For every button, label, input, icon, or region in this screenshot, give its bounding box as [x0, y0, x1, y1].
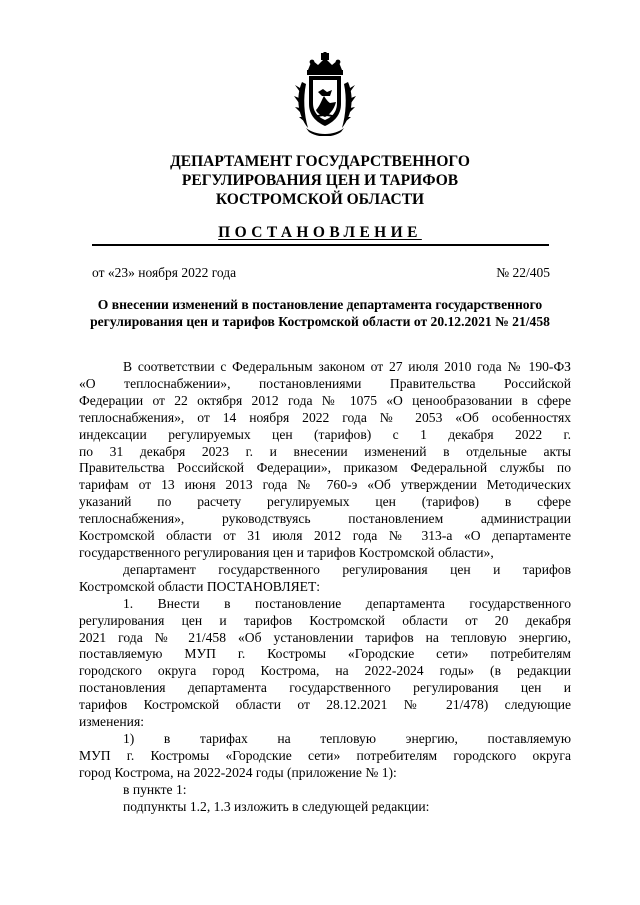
- document-type-text: ПОСТАНОВЛЕНИЕ: [218, 224, 422, 241]
- paragraph-subitem-1: [79, 731, 571, 782]
- document-body: [79, 359, 571, 815]
- text-line: изменения:: [79, 714, 144, 730]
- text-line: теплоснабжения», от 14 ноября 2022 года № 2053 «Об особенностях: [79, 409, 571, 425]
- text-line: город Кострома, на 2022-2024 годы (приложение № 1):: [79, 764, 397, 780]
- text-line: 2021 года № 21/458 «Об установлении тарифов на тепловую энергию,: [79, 629, 571, 645]
- department-name-line: КОСТРОМСКОЙ ОБЛАСТИ: [215, 191, 425, 208]
- department-name-line: ДЕПАРТАМЕНТ ГОСУДАРСТВЕННОГО: [170, 153, 470, 170]
- text-line: подпункты 1.2, 1.3 изложить в следующей редакции:: [123, 798, 430, 814]
- text-line: регулирования цен и тарифов Костромской области от 20 декабря: [79, 612, 571, 628]
- text-line: тарифам от 13 июня 2013 года № 760-э «Об утверждении Методических: [79, 477, 571, 493]
- subject-line: О внесении изменений в постановление департамента государственного: [97, 297, 543, 312]
- text-line: индексации регулируемых цен (тарифов) с 1 декабря 2022 г.: [79, 426, 571, 442]
- text-line: МУП г. Костромы «Городские сети» потребителям городского округа: [79, 747, 571, 763]
- text-line: городского округа город Кострома, на 2022-2024 годы» (в редакции: [79, 663, 571, 679]
- department-name-line: РЕГУЛИРОВАНИЯ ЦЕН И ТАРИФОВ: [181, 172, 459, 189]
- text-line: по 31 декабря 2023 г. и внесении изменений в отдельные акты: [79, 443, 571, 459]
- paragraph-point-1: [79, 782, 571, 799]
- paragraph-item-1: [79, 596, 571, 731]
- text-line: в пункте 1:: [123, 781, 187, 797]
- text-line: «О теплоснабжении», постановлениями Правительства Российской: [79, 375, 571, 391]
- text-line: указаний по расчету регулируемых цен (тарифов) в сфере: [79, 494, 571, 510]
- text-line: Костромской области ПОСТАНОВЛЯЕТ:: [79, 578, 321, 594]
- text-line: государственного регулирования цен и тарифов Костромской области»,: [79, 544, 494, 560]
- paragraph-subpoints: [79, 799, 571, 816]
- text-line: Федерации от 22 октября 2012 года № 1075 «О ценообразовании в сфере: [79, 392, 571, 408]
- document-type-title: [0, 224, 640, 242]
- text-line: 1. Внести в постановление департамента государственного: [123, 595, 571, 611]
- coat-of-arms-emblem: [294, 52, 356, 136]
- paragraph-preamble: [79, 359, 571, 562]
- text-line: тарифов Костромской области от 28.12.2021 № 21/478) следующие: [79, 697, 571, 713]
- document-date: от «23» ноября 2022 года: [92, 265, 237, 280]
- header-divider: [92, 244, 549, 246]
- text-line: Костромской области от 31 июля 2012 года № 313-а «О департаменте: [79, 528, 571, 544]
- text-line: теплоснабжения», руководствуясь постановлением администрации: [79, 511, 571, 527]
- text-line: постановления департамента государственного регулирования цен и: [79, 680, 571, 696]
- text-line: 1) в тарифах на тепловую энергию, поставляемую: [123, 730, 571, 746]
- text-line: департамент государственного регулирования цен и тарифов: [123, 561, 571, 577]
- subject-line: регулирования цен и тарифов Костромской области от 20.12.2021 № 21/458: [90, 314, 550, 329]
- text-line: В соответствии с Федеральным законом от 27 июля 2010 года № 190-ФЗ: [123, 359, 571, 374]
- text-line: поставляемую МУП г. Костромы «Городские сети» потребителям: [79, 646, 571, 662]
- document-subject: [76, 296, 564, 330]
- document-number: № 22/405: [496, 265, 550, 280]
- department-name: [0, 152, 640, 209]
- text-line: Правительства Российской Федерации», приказом Федеральной службы по: [79, 460, 571, 476]
- paragraph-resolves: [79, 562, 571, 596]
